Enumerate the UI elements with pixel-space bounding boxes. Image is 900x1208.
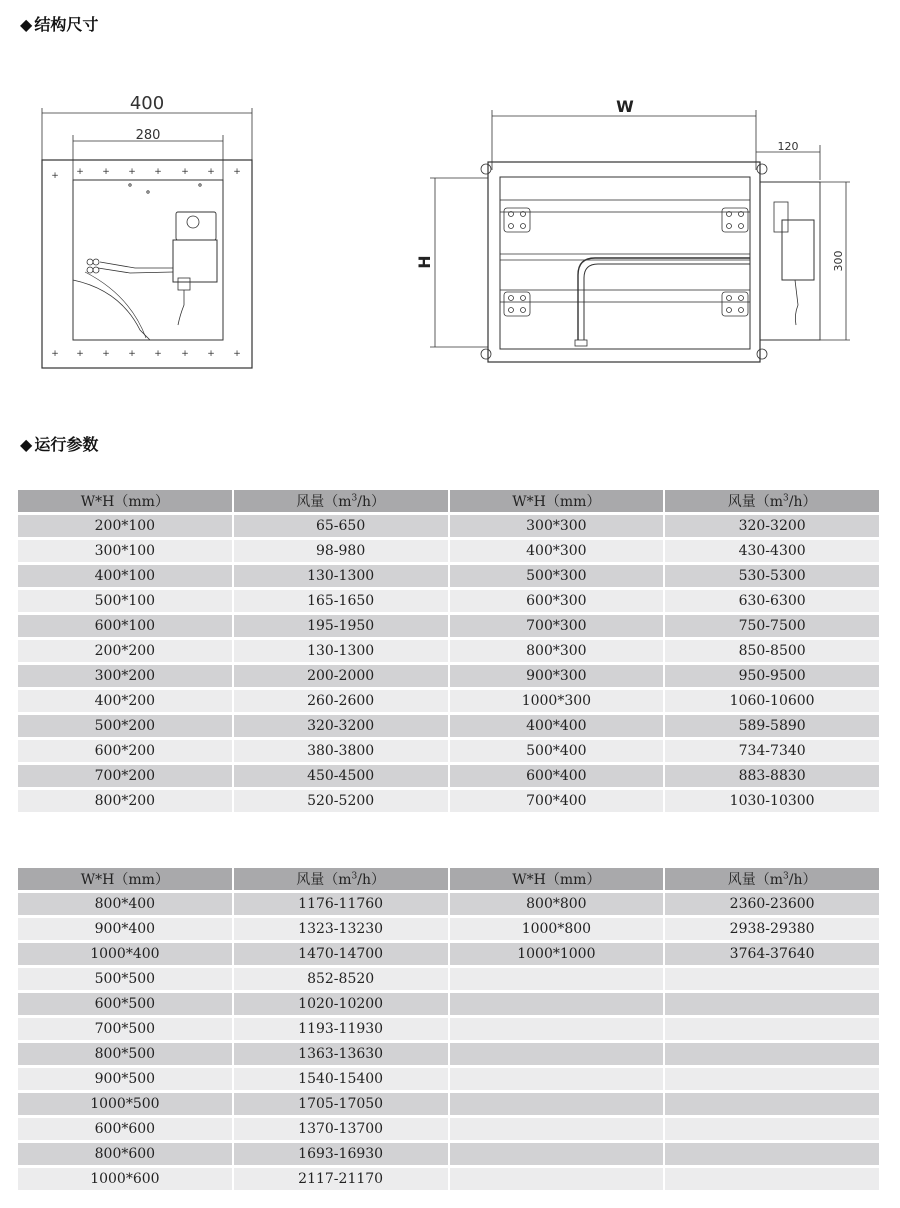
svg-text:+: + bbox=[233, 167, 241, 177]
svg-text:+: + bbox=[154, 167, 162, 177]
airflow-cell: 450-4500 bbox=[234, 765, 448, 787]
table-row bbox=[18, 790, 879, 812]
size-cell: 400*200 bbox=[18, 690, 232, 712]
params-section-title bbox=[20, 432, 98, 455]
table-header-row bbox=[18, 868, 879, 890]
svg-text:+: + bbox=[128, 167, 136, 177]
airflow-cell: 430-4300 bbox=[665, 540, 879, 562]
airflow-cell: 2360-23600 bbox=[665, 893, 879, 915]
airflow-cell: 883-8830 bbox=[665, 765, 879, 787]
structure-section-title bbox=[20, 12, 98, 35]
airflow-cell bbox=[665, 1018, 879, 1040]
svg-text:+: + bbox=[102, 167, 110, 177]
size-cell: 1000*500 bbox=[18, 1093, 232, 1115]
airflow-cell: 1370-13700 bbox=[234, 1118, 448, 1140]
table-row bbox=[18, 943, 879, 965]
airflow-cell: 200-2000 bbox=[234, 665, 448, 687]
size-cell: 800*600 bbox=[18, 1143, 232, 1165]
table-row bbox=[18, 1018, 879, 1040]
table-row bbox=[18, 540, 879, 562]
size-cell: 1000*300 bbox=[450, 690, 664, 712]
size-cell: 400*100 bbox=[18, 565, 232, 587]
airflow-cell bbox=[665, 993, 879, 1015]
airflow-cell: 1193-11930 bbox=[234, 1018, 448, 1040]
airflow-cell: 65-650 bbox=[234, 515, 448, 537]
svg-text:+: + bbox=[181, 167, 189, 177]
airflow-cell: 630-6300 bbox=[665, 590, 879, 612]
front-view-drawing bbox=[30, 90, 270, 380]
header-airflow: 风量$(m^3/h)$ bbox=[665, 490, 879, 512]
size-cell: 600*100 bbox=[18, 615, 232, 637]
table-row bbox=[18, 1143, 879, 1165]
size-cell: 200*100 bbox=[18, 515, 232, 537]
table-row bbox=[18, 1043, 879, 1065]
size-cell: 500*200 bbox=[18, 715, 232, 737]
airflow-cell: 2938-29380 bbox=[665, 918, 879, 940]
airflow-cell: 750-7500 bbox=[665, 615, 879, 637]
size-cell: 500*500 bbox=[18, 968, 232, 990]
airflow-cell: 130-1300 bbox=[234, 565, 448, 587]
header-airflow: 风量$(m^3/h)$ bbox=[234, 868, 448, 890]
airflow-cell: 3764-37640 bbox=[665, 943, 879, 965]
airflow-cell bbox=[665, 1068, 879, 1090]
dim-h-label: H bbox=[415, 255, 434, 269]
size-cell bbox=[450, 968, 664, 990]
svg-text:+: + bbox=[102, 349, 110, 359]
params-table-2 bbox=[16, 865, 881, 1193]
size-cell: 600*200 bbox=[18, 740, 232, 762]
size-cell: 600*300 bbox=[450, 590, 664, 612]
airflow-cell: 98-980 bbox=[234, 540, 448, 562]
table-row bbox=[18, 1093, 879, 1115]
svg-text:+: + bbox=[207, 349, 215, 359]
size-cell: 1000*400 bbox=[18, 943, 232, 965]
airflow-cell: 520-5200 bbox=[234, 790, 448, 812]
svg-text:+: + bbox=[76, 167, 84, 177]
table-header-row bbox=[18, 490, 879, 512]
table-row bbox=[18, 640, 879, 662]
airflow-cell: 380-3800 bbox=[234, 740, 448, 762]
svg-text:+: + bbox=[233, 349, 241, 359]
size-cell: 600*400 bbox=[450, 765, 664, 787]
size-cell: 500*300 bbox=[450, 565, 664, 587]
size-cell: 900*300 bbox=[450, 665, 664, 687]
airflow-cell: 130-1300 bbox=[234, 640, 448, 662]
size-cell: 700*500 bbox=[18, 1018, 232, 1040]
airflow-cell: 1060-10600 bbox=[665, 690, 879, 712]
table-row bbox=[18, 690, 879, 712]
params-table-1 bbox=[16, 487, 881, 815]
dim-300-label: 300 bbox=[832, 250, 845, 272]
table-row bbox=[18, 918, 879, 940]
size-cell: 800*500 bbox=[18, 1043, 232, 1065]
size-cell bbox=[450, 1018, 664, 1040]
table-row bbox=[18, 1068, 879, 1090]
airflow-cell: 734-7340 bbox=[665, 740, 879, 762]
airflow-cell bbox=[665, 1118, 879, 1140]
size-cell: 800*800 bbox=[450, 893, 664, 915]
airflow-cell: 1470-14700 bbox=[234, 943, 448, 965]
table-row bbox=[18, 893, 879, 915]
header-airflow: 风量$(m^3/h)$ bbox=[234, 490, 448, 512]
airflow-cell bbox=[665, 1043, 879, 1065]
size-cell: 600*600 bbox=[18, 1118, 232, 1140]
size-cell: 300*300 bbox=[450, 515, 664, 537]
size-cell: 1000*800 bbox=[450, 918, 664, 940]
size-cell: 800*300 bbox=[450, 640, 664, 662]
size-cell bbox=[450, 1068, 664, 1090]
side-view-drawing bbox=[410, 90, 860, 380]
airflow-cell: 320-3200 bbox=[234, 715, 448, 737]
size-cell: 800*400 bbox=[18, 893, 232, 915]
size-cell: 300*100 bbox=[18, 540, 232, 562]
bullet-diamond-icon: ◆ bbox=[20, 435, 33, 454]
table-row bbox=[18, 715, 879, 737]
airflow-cell bbox=[665, 1093, 879, 1115]
size-cell: 800*200 bbox=[18, 790, 232, 812]
size-cell: 600*500 bbox=[18, 993, 232, 1015]
header-size: W*H（mm） bbox=[450, 868, 664, 890]
svg-text:+: + bbox=[207, 167, 215, 177]
table-row bbox=[18, 565, 879, 587]
airflow-cell: 950-9500 bbox=[665, 665, 879, 687]
airflow-cell bbox=[665, 1168, 879, 1190]
table-row bbox=[18, 765, 879, 787]
size-cell: 1000*1000 bbox=[450, 943, 664, 965]
airflow-cell: 2117-21170 bbox=[234, 1168, 448, 1190]
airflow-cell bbox=[665, 1143, 879, 1165]
airflow-cell: 1693-16930 bbox=[234, 1143, 448, 1165]
airflow-cell: 195-1950 bbox=[234, 615, 448, 637]
svg-text:+: + bbox=[76, 349, 84, 359]
dim-inner-label: 280 bbox=[135, 128, 161, 143]
table-row bbox=[18, 665, 879, 687]
airflow-cell bbox=[665, 968, 879, 990]
airflow-cell: 1030-10300 bbox=[665, 790, 879, 812]
table-row bbox=[18, 590, 879, 612]
airflow-cell: 852-8520 bbox=[234, 968, 448, 990]
size-cell bbox=[450, 1093, 664, 1115]
airflow-cell: 1176-11760 bbox=[234, 893, 448, 915]
header-size: W*H（mm） bbox=[450, 490, 664, 512]
size-cell: 400*300 bbox=[450, 540, 664, 562]
header-airflow: 风量$(m^3/h)$ bbox=[665, 868, 879, 890]
params-title-text: 运行参数 bbox=[34, 435, 99, 454]
size-cell: 1000*600 bbox=[18, 1168, 232, 1190]
size-cell: 700*300 bbox=[450, 615, 664, 637]
airflow-cell: 850-8500 bbox=[665, 640, 879, 662]
svg-text:+: + bbox=[181, 349, 189, 359]
svg-text:+: + bbox=[154, 349, 162, 359]
table-row bbox=[18, 968, 879, 990]
dim-w-label: W bbox=[616, 97, 634, 116]
size-cell bbox=[450, 993, 664, 1015]
airflow-cell: 165-1650 bbox=[234, 590, 448, 612]
table-row bbox=[18, 993, 879, 1015]
size-cell: 500*400 bbox=[450, 740, 664, 762]
svg-text:+: + bbox=[51, 171, 59, 181]
airflow-cell: 320-3200 bbox=[665, 515, 879, 537]
size-cell: 200*200 bbox=[18, 640, 232, 662]
airflow-cell: 1363-13630 bbox=[234, 1043, 448, 1065]
size-cell: 400*400 bbox=[450, 715, 664, 737]
size-cell bbox=[450, 1118, 664, 1140]
size-cell: 900*500 bbox=[18, 1068, 232, 1090]
airflow-cell: 589-5890 bbox=[665, 715, 879, 737]
size-cell: 500*100 bbox=[18, 590, 232, 612]
table-row bbox=[18, 1168, 879, 1190]
table-row bbox=[18, 615, 879, 637]
header-size: W*H（mm） bbox=[18, 490, 232, 512]
size-cell bbox=[450, 1043, 664, 1065]
table-row bbox=[18, 1118, 879, 1140]
size-cell: 700*200 bbox=[18, 765, 232, 787]
size-cell: 300*200 bbox=[18, 665, 232, 687]
size-cell: 700*400 bbox=[450, 790, 664, 812]
table-row bbox=[18, 515, 879, 537]
airflow-cell: 1323-13230 bbox=[234, 918, 448, 940]
size-cell bbox=[450, 1168, 664, 1190]
svg-text:+: + bbox=[51, 349, 59, 359]
dim-outer-label: 400 bbox=[129, 93, 165, 114]
airflow-cell: 1705-17050 bbox=[234, 1093, 448, 1115]
structure-title-text: 结构尺寸 bbox=[34, 15, 99, 34]
airflow-cell: 1020-10200 bbox=[234, 993, 448, 1015]
header-size: W*H（mm） bbox=[18, 868, 232, 890]
airflow-cell: 530-5300 bbox=[665, 565, 879, 587]
table-row bbox=[18, 740, 879, 762]
size-cell bbox=[450, 1143, 664, 1165]
size-cell: 900*400 bbox=[18, 918, 232, 940]
airflow-cell: 1540-15400 bbox=[234, 1068, 448, 1090]
svg-text:+: + bbox=[128, 349, 136, 359]
airflow-cell: 260-2600 bbox=[234, 690, 448, 712]
bullet-diamond-icon: ◆ bbox=[20, 15, 33, 34]
dim-120-label: 120 bbox=[777, 140, 799, 153]
